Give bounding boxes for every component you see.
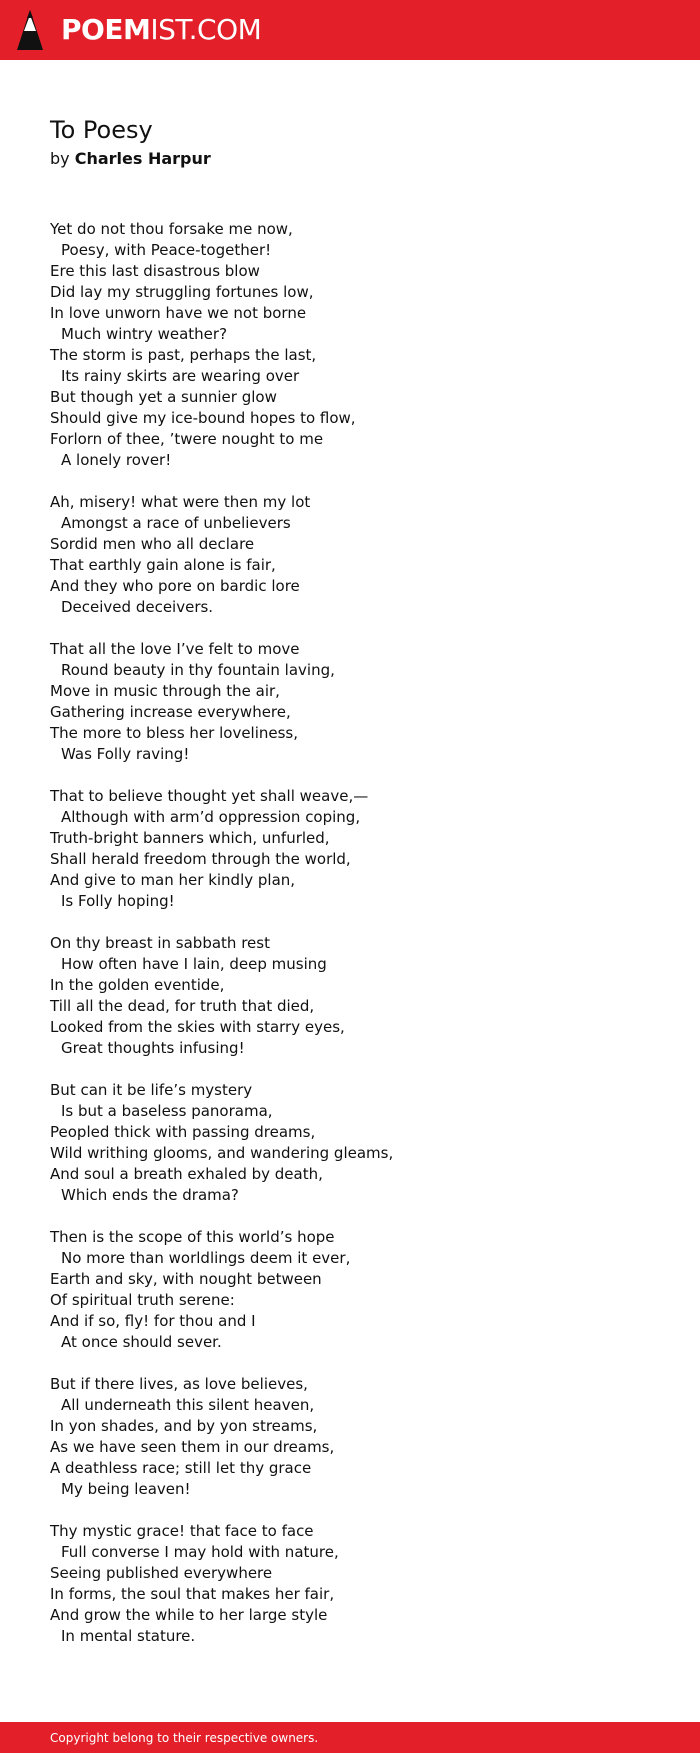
poem-line: But though yet a sunnier glow <box>50 388 277 406</box>
poem-line: The more to bless her loveliness, <box>50 724 299 742</box>
poem-line: Peopled thick with passing dreams, <box>50 1123 316 1141</box>
poem-line: At once should sever. <box>61 1333 222 1351</box>
stanza <box>50 1227 393 1353</box>
poem-line: Gathering increase everywhere, <box>50 703 291 721</box>
poem-line: Wild writhing glooms, and wandering gleams, <box>50 1144 394 1162</box>
stanza <box>50 786 393 912</box>
poem-line: Is but a baseless panorama, <box>61 1102 273 1120</box>
poem-line: Looked from the skies with starry eyes, <box>50 1018 345 1036</box>
poem-line: Thy mystic grace! that face to face <box>50 1522 314 1540</box>
poem-line: Although with arm’d oppression coping, <box>61 808 361 826</box>
site-logo[interactable] <box>61 11 261 49</box>
stanza-gap <box>50 1059 393 1080</box>
poem-line: Move in music through the air, <box>50 682 280 700</box>
poem-line: No more than worldlings deem it ever, <box>61 1249 351 1267</box>
poem-line: Sordid men who all declare <box>50 535 255 553</box>
logo-text-light: IST.COM <box>150 13 262 46</box>
poem-line: Was Folly raving! <box>61 745 190 763</box>
author-name: Charles Harpur <box>74 149 211 168</box>
poem-line: Did lay my struggling fortunes low, <box>50 283 314 301</box>
poem-line: Which ends the drama? <box>61 1186 239 1204</box>
byline <box>50 148 211 170</box>
poem-line: Forlorn of thee, ’twere nought to me <box>50 430 324 448</box>
stanza <box>50 1080 393 1206</box>
poem-line: In the golden eventide, <box>50 976 225 994</box>
poem-line: That earthly gain alone is fair, <box>50 556 276 574</box>
stanza-gap <box>50 1206 393 1227</box>
stanza <box>50 219 393 471</box>
poem-line: My being leaven! <box>61 1480 191 1498</box>
stanza-gap <box>50 1500 393 1521</box>
poem-title: To Poesy <box>50 116 153 144</box>
poem-line: In love unworn have we not borne <box>50 304 307 322</box>
poem-line: Truth-bright banners which, unfurled, <box>50 829 330 847</box>
stanza-gap <box>50 1353 393 1374</box>
poem-line: As we have seen them in our dreams, <box>50 1438 335 1456</box>
poem-line: The storm is past, perhaps the last, <box>50 346 317 364</box>
poem-line: Is Folly hoping! <box>61 892 175 910</box>
poem-line: On thy breast in sabbath rest <box>50 934 270 952</box>
poem-line: A lonely rover! <box>61 451 172 469</box>
poem-line: And soul a breath exhaled by death, <box>50 1165 323 1183</box>
poem-line: A deathless race; still let thy grace <box>50 1459 312 1477</box>
poem-line: And they who pore on bardic lore <box>50 577 300 595</box>
poem-line: Ah, misery! what were then my lot <box>50 493 311 511</box>
poem-line: Seeing published everywhere <box>50 1564 273 1582</box>
site-header <box>0 0 700 60</box>
poem-line: But if there lives, as love believes, <box>50 1375 308 1393</box>
poem-line: Shall herald freedom through the world, <box>50 850 351 868</box>
poem-line: Should give my ice-bound hopes to flow, <box>50 409 356 427</box>
poem-line: In forms, the soul that makes her fair, <box>50 1585 335 1603</box>
poem-line: Yet do not thou forsake me now, <box>50 220 293 238</box>
stanza-gap <box>50 471 393 492</box>
poem-body <box>50 219 393 1647</box>
stanza <box>50 1374 393 1500</box>
poem-line: All underneath this silent heaven, <box>61 1396 315 1414</box>
poem-line: Round beauty in thy fountain laving, <box>61 661 335 679</box>
stanza <box>50 639 393 765</box>
poem-line: In mental stature. <box>61 1627 196 1645</box>
poem-line: Great thoughts infusing! <box>61 1039 245 1057</box>
poem-line: How often have I lain, deep musing <box>61 955 327 973</box>
stanza <box>50 1521 393 1647</box>
logo-text-bold: POEM <box>61 13 151 46</box>
pen-nib-icon[interactable] <box>16 9 44 51</box>
stanza-gap <box>50 618 393 639</box>
poem-line: Deceived deceivers. <box>61 598 214 616</box>
poem-line: Earth and sky, with nought between <box>50 1270 322 1288</box>
poem-line: Much wintry weather? <box>61 325 228 343</box>
copyright-text: Copyright belong to their respective owners. <box>50 1731 319 1745</box>
poem-line: But can it be life’s mystery <box>50 1081 253 1099</box>
stanza <box>50 492 393 618</box>
poem-line: Amongst a race of unbelievers <box>61 514 291 532</box>
stanza-gap <box>50 765 393 786</box>
poem-line: That to believe thought yet shall weave,— <box>50 787 369 805</box>
poem-line: Its rainy skirts are wearing over <box>61 367 300 385</box>
poem-line: Full converse I may hold with nature, <box>61 1543 339 1561</box>
poem-line: That all the love I’ve felt to move <box>50 640 300 658</box>
poem-line: Till all the dead, for truth that died, <box>50 997 315 1015</box>
poem-line: In yon shades, and by yon streams, <box>50 1417 318 1435</box>
stanza-gap <box>50 912 393 933</box>
poem-line: Then is the scope of this world’s hope <box>50 1228 335 1246</box>
poem-line: Ere this last disastrous blow <box>50 262 260 280</box>
site-footer <box>0 1722 700 1753</box>
poem-line: And grow the while to her large style <box>50 1606 328 1624</box>
stanza <box>50 933 393 1059</box>
poem-line: And if so, fly! for thou and I <box>50 1312 256 1330</box>
by-label: by <box>50 149 70 168</box>
poem-line: And give to man her kindly plan, <box>50 871 296 889</box>
poem-line: Of spiritual truth serene: <box>50 1291 235 1309</box>
poem-line: Poesy, with Peace-together! <box>61 241 272 259</box>
